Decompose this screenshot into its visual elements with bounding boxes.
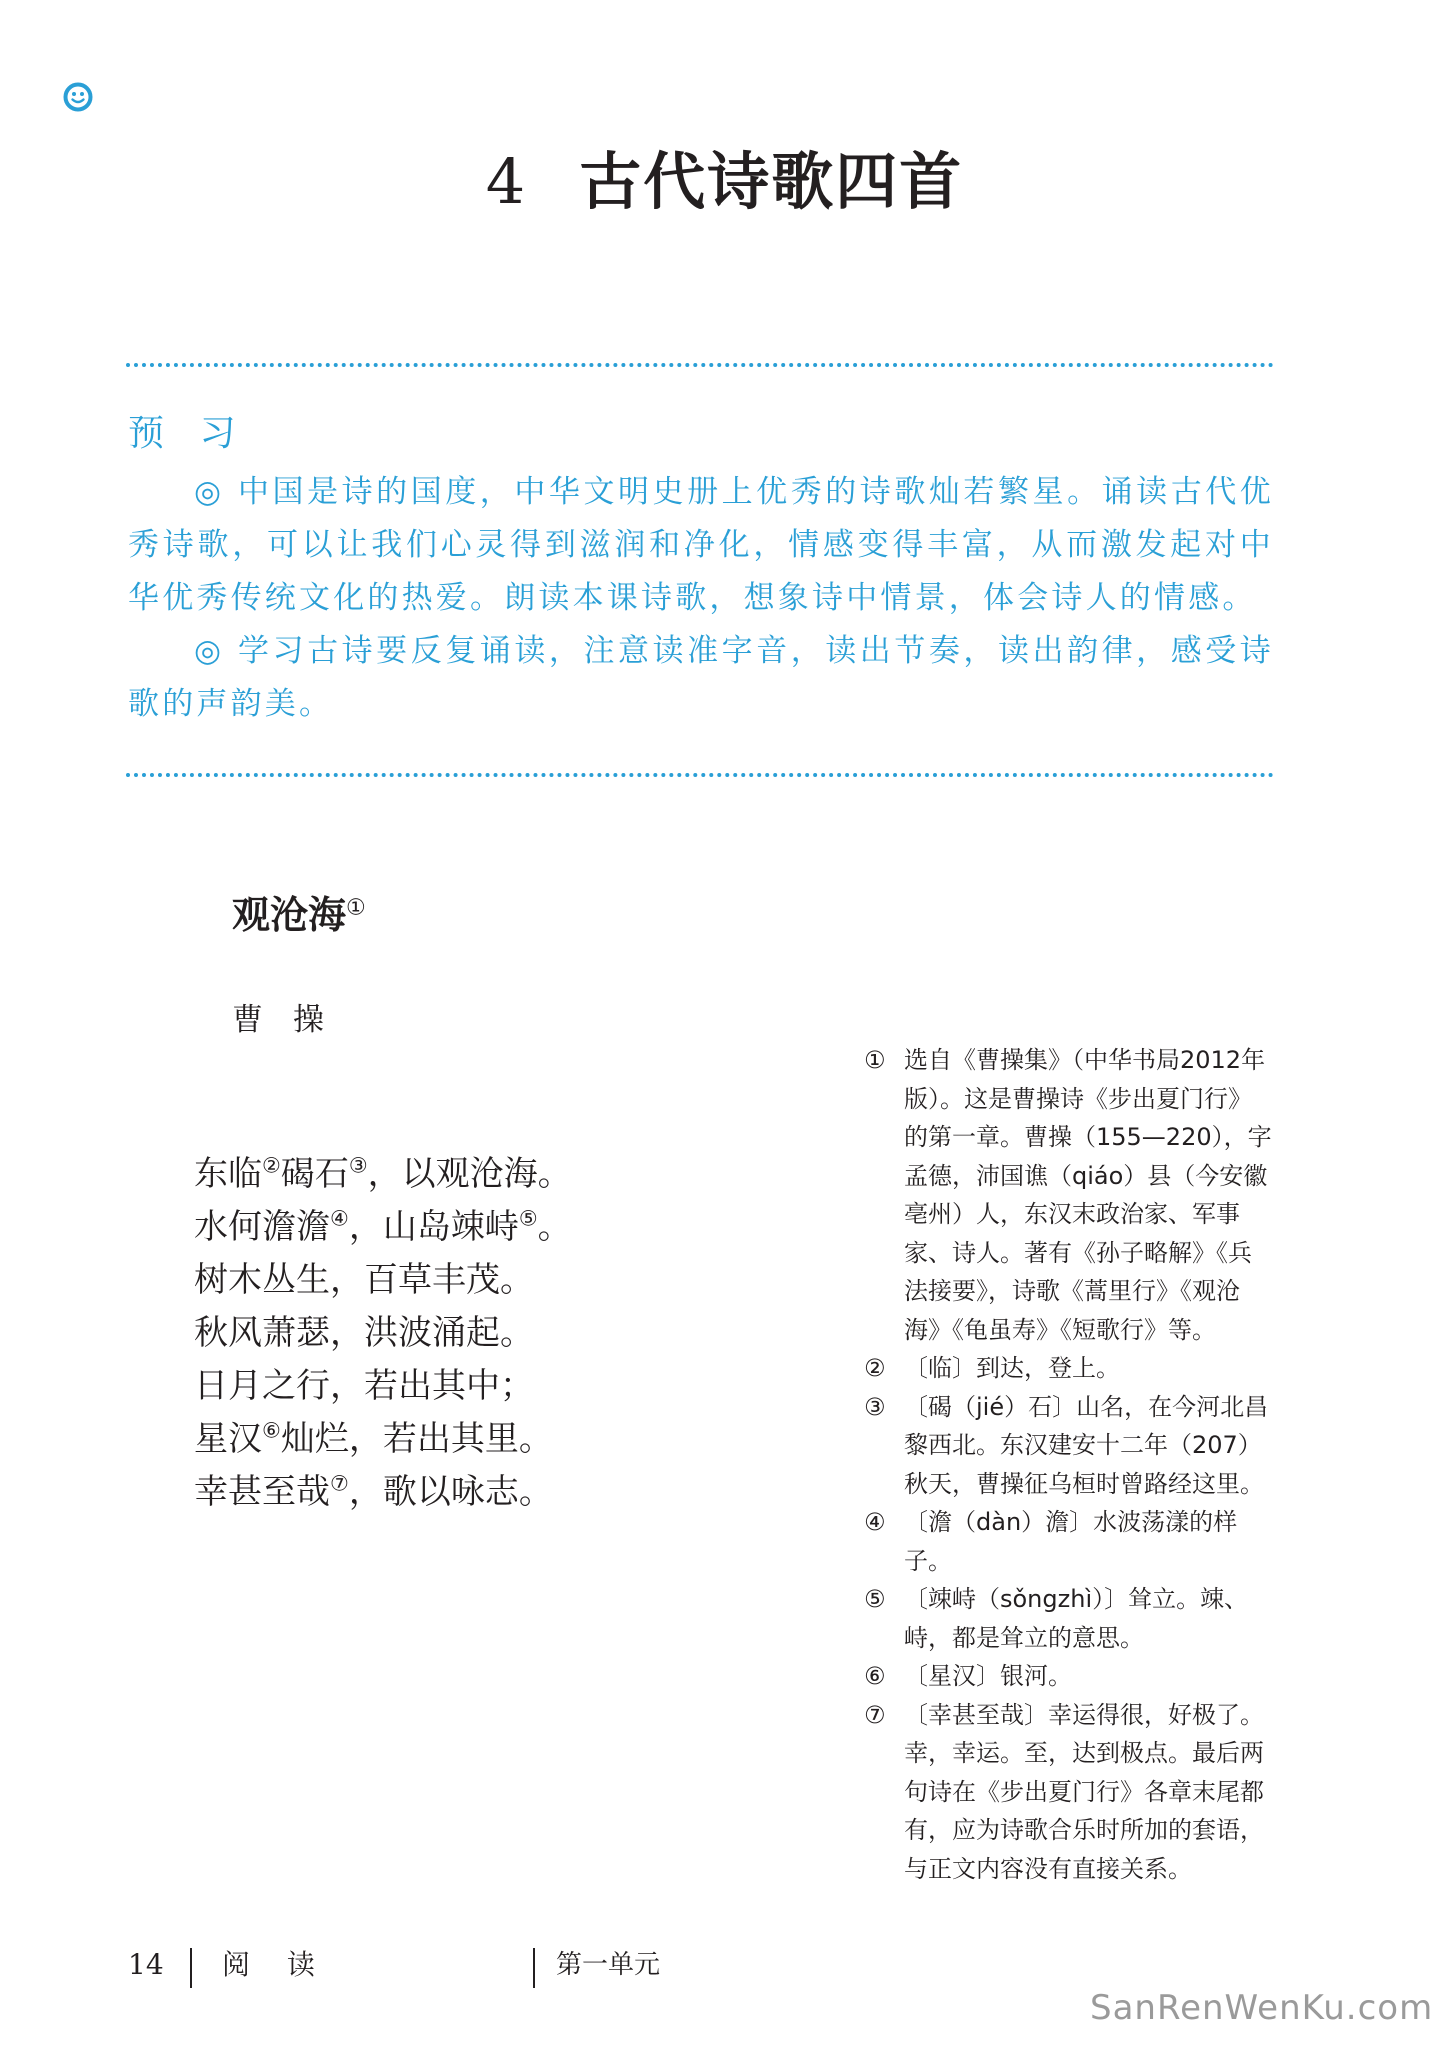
footnote-item [864, 1041, 1274, 1349]
footnote-item [864, 1696, 1274, 1889]
footnote-text: 〔临〕到达，登上。 [904, 1354, 1120, 1382]
poem-line-text: ，歌以咏志。 [348, 1472, 553, 1512]
preview-paragraph-1: ◎ 中国是诗的国度，中华文明史册上优秀的诗歌灿若繁星。诵读古代优秀诗歌，可以让我们心灵得到滋润和净化，情感变得丰富，从而激发起对中华优秀传统文化的热爱。朗读本课诗歌，想象诗中情景，体会诗人的情感。 [128, 474, 1274, 616]
poem-title-text: 观沧海 [232, 893, 347, 937]
poem-line-text: 幸甚至哉 [194, 1472, 330, 1512]
footer-divider [190, 1948, 192, 1988]
poem-line [194, 1360, 572, 1413]
poem-lines [194, 1148, 572, 1519]
preview-body [128, 466, 1274, 731]
footnotes [864, 1041, 1274, 1888]
poem-line [194, 1254, 572, 1307]
poem-line-text: 碣石 [280, 1154, 349, 1194]
poem-line-text: 树木丛生，百草丰茂。 [194, 1260, 534, 1300]
poem-line-text: 水何澹澹 [194, 1207, 330, 1247]
footnote-marker: ③ [864, 1392, 886, 1421]
note-ref: ⑤ [518, 1206, 538, 1231]
footnote-item [864, 1503, 1274, 1580]
footnote-marker: ⑥ [864, 1662, 886, 1690]
footer-section-label: 阅 读 [222, 1948, 329, 1981]
dotted-divider-bottom [126, 773, 1274, 777]
preview-heading: 预 习 [128, 413, 248, 454]
lesson-title-text: 古代诗歌四首 [579, 145, 964, 218]
footnote-item [864, 1349, 1274, 1388]
note-ref: ⑥ [262, 1418, 281, 1443]
footnote-marker: ⑦ [864, 1700, 886, 1729]
poem-line-text: 日月之行，若出其中； [194, 1366, 534, 1406]
footnote-item [864, 1657, 1274, 1696]
footnote-text: 选自《曹操集》（中华书局2012年版）。这是曹操诗《步出夏门行》的第一章。曹操（155—220），字孟德，沛国谯（qiáo）县（今安徽亳州）人，东汉末政治家、军事家、诗人。著有《孙子略解》《兵法接要》，诗歌《蒿里行》《观沧海》《龟虽寿》《短歌行》等。 [904, 1046, 1272, 1344]
poem-line-text: 灿烂，若出其里。 [280, 1419, 553, 1459]
footnote-marker: ① [864, 1046, 886, 1074]
poem-line [194, 1307, 572, 1360]
smiley-face-icon [63, 82, 93, 112]
footnote-text: 〔竦峙（sǒngzhì）〕耸立。竦、峙，都是耸立的意思。 [904, 1585, 1249, 1652]
note-ref: ③ [348, 1153, 368, 1178]
poem-author: 曹操 [232, 1002, 354, 1038]
poem-title-note-ref: ① [346, 895, 366, 921]
footnote-text: 〔碣（jié）石〕山名，在今河北昌黎西北。东汉建安十二年（207）秋天，曹操征乌桓时曾路经这里。 [904, 1392, 1269, 1498]
lesson-title [0, 142, 1449, 222]
footnote-marker: ② [864, 1354, 886, 1382]
poem-line-text: 。 [537, 1207, 572, 1247]
preview-paragraph-2: ◎ 学习古诗要反复诵读，注意读准字音，读出节奏，读出韵律，感受诗歌的声韵美。 [128, 633, 1274, 722]
dotted-divider-top [126, 363, 1274, 367]
footnote-marker: ⑤ [864, 1585, 886, 1613]
poem-line [194, 1201, 572, 1254]
footnote-item [864, 1580, 1274, 1657]
poem-line-text: 星汉 [194, 1419, 262, 1459]
footer-unit-label: 第一单元 [556, 1950, 661, 1980]
poem-line [194, 1148, 572, 1201]
note-ref: ⑦ [330, 1471, 349, 1496]
footnote-item [864, 1388, 1274, 1504]
footer-divider [533, 1948, 535, 1988]
lesson-number: 4 [485, 145, 528, 218]
poem-title [232, 890, 366, 940]
poem-line [194, 1466, 572, 1519]
page-number: 14 [128, 1948, 164, 1981]
footnote-text: 〔幸甚至哉〕幸运得很，好极了。幸，幸运。至，达到极点。最后两句诗在《步出夏门行》各章末尾都有，应为诗歌合乐时所加的套语，与正文内容没有直接关系。 [904, 1700, 1264, 1883]
watermark: SanRenWenKu.com [1090, 1988, 1434, 2028]
note-ref: ④ [330, 1206, 349, 1231]
footnote-text: 〔星汉〕银河。 [904, 1662, 1072, 1690]
note-ref: ② [262, 1153, 281, 1178]
poem-line-text: ，山岛竦峙 [348, 1207, 519, 1247]
poem-line-text: ，以观沧海。 [367, 1154, 572, 1194]
poem-line-text: 东临 [194, 1154, 262, 1194]
footnote-text: 〔澹（dàn）澹〕水波荡漾的样子。 [904, 1508, 1238, 1575]
poem-line [194, 1413, 572, 1466]
footnote-marker: ④ [864, 1508, 886, 1536]
poem-line-text: 秋风萧瑟，洪波涌起。 [194, 1313, 534, 1353]
